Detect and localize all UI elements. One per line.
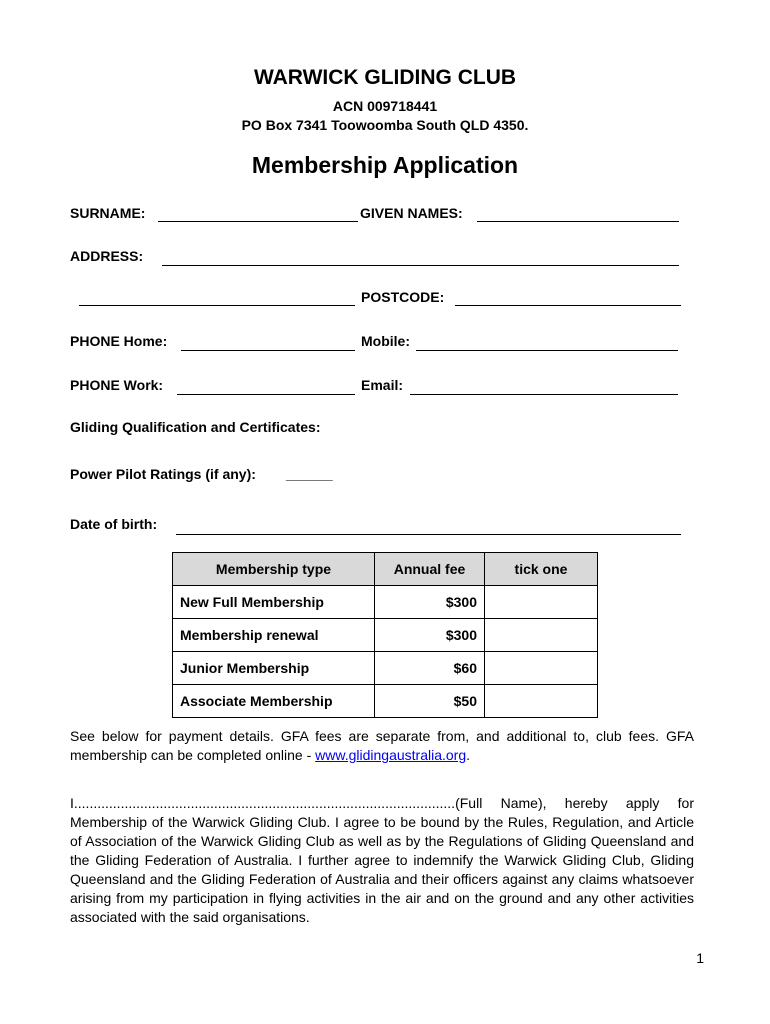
full-name-field[interactable]: ..................................................................................................: [73, 795, 456, 811]
col-membership-type: Membership type: [173, 553, 375, 586]
gfa-website-link[interactable]: www.glidingaustralia.org: [315, 747, 467, 763]
declaration-paragraph: [70, 794, 694, 927]
membership-type-cell: Associate Membership: [173, 685, 375, 718]
power-pilot-field[interactable]: ______: [286, 466, 333, 482]
declaration-prefix: I: [70, 795, 74, 811]
table-header-row: [173, 553, 598, 586]
dob-label: Date of birth:: [70, 516, 158, 532]
postcode-label: POSTCODE:: [361, 289, 445, 305]
phone-work-label: PHONE Work:: [70, 377, 164, 393]
tick-cell[interactable]: [485, 586, 598, 619]
table-row: [173, 652, 598, 685]
payment-note-text: See below for payment details. GFA fees are separate from, and additional to, club fees. GFA membership can be completed online -: [70, 728, 694, 763]
phone-home-label: PHONE Home:: [70, 333, 168, 349]
membership-type-cell: Junior Membership: [173, 652, 375, 685]
tick-cell[interactable]: [485, 685, 598, 718]
payment-note: [70, 727, 694, 765]
mobile-field[interactable]: [416, 350, 678, 351]
tick-cell[interactable]: [485, 619, 598, 652]
declaration-text: (Full Name), hereby apply for Membership of the Warwick Gliding Club. I agree to be bound by the Rules, Regulation, and Article of Association of the Warwick Gliding Club as well as by the Regulations of Gliding Queensland and the Gliding Federation of Australia. I further agree to indemnify the Warwick Gliding Club, Gliding Queensland and the Gliding Federation of Australia and their officers against any claims whatsoever arising from my participation in flying activities in the air and on the ground and any other activities associated with the said organisations.: [70, 795, 694, 925]
phone-work-field[interactable]: [177, 394, 355, 395]
mobile-label: Mobile:: [361, 333, 410, 349]
col-annual-fee: Annual fee: [375, 553, 485, 586]
membership-type-cell: Membership renewal: [173, 619, 375, 652]
club-address: PO Box 7341 Toowoomba South QLD 4350.: [241, 117, 529, 133]
given-names-label: GIVEN NAMES:: [360, 205, 463, 221]
given-names-field[interactable]: [477, 221, 679, 222]
postcode-field[interactable]: [455, 305, 681, 306]
address-line-2-field[interactable]: [79, 305, 355, 306]
membership-type-cell: New Full Membership: [173, 586, 375, 619]
surname-label: SURNAME:: [70, 205, 146, 221]
acn-number: ACN 009718441: [332, 98, 438, 114]
payment-note-suffix: .: [466, 747, 470, 763]
page-number: 1: [696, 950, 704, 966]
surname-field[interactable]: [158, 221, 358, 222]
annual-fee-cell: $300: [375, 619, 485, 652]
address-field[interactable]: [162, 265, 679, 266]
col-tick-one: tick one: [485, 553, 598, 586]
annual-fee-cell: $60: [375, 652, 485, 685]
form-title: Membership Application: [251, 152, 519, 178]
table-row: [173, 619, 598, 652]
dob-field[interactable]: [176, 534, 681, 535]
annual-fee-cell: $50: [375, 685, 485, 718]
tick-cell[interactable]: [485, 652, 598, 685]
annual-fee-cell: $300: [375, 586, 485, 619]
address-label: ADDRESS:: [70, 248, 144, 264]
email-label: Email:: [361, 377, 404, 393]
club-name: WARWICK GLIDING CLUB: [253, 66, 517, 89]
table-row: [173, 586, 598, 619]
phone-home-field[interactable]: [181, 350, 355, 351]
email-field[interactable]: [410, 394, 678, 395]
table-row: [173, 685, 598, 718]
qualifications-label: Gliding Qualification and Certificates:: [70, 419, 321, 435]
membership-fee-table: [172, 552, 598, 718]
power-pilot-label: Power Pilot Ratings (if any):: [70, 466, 256, 482]
